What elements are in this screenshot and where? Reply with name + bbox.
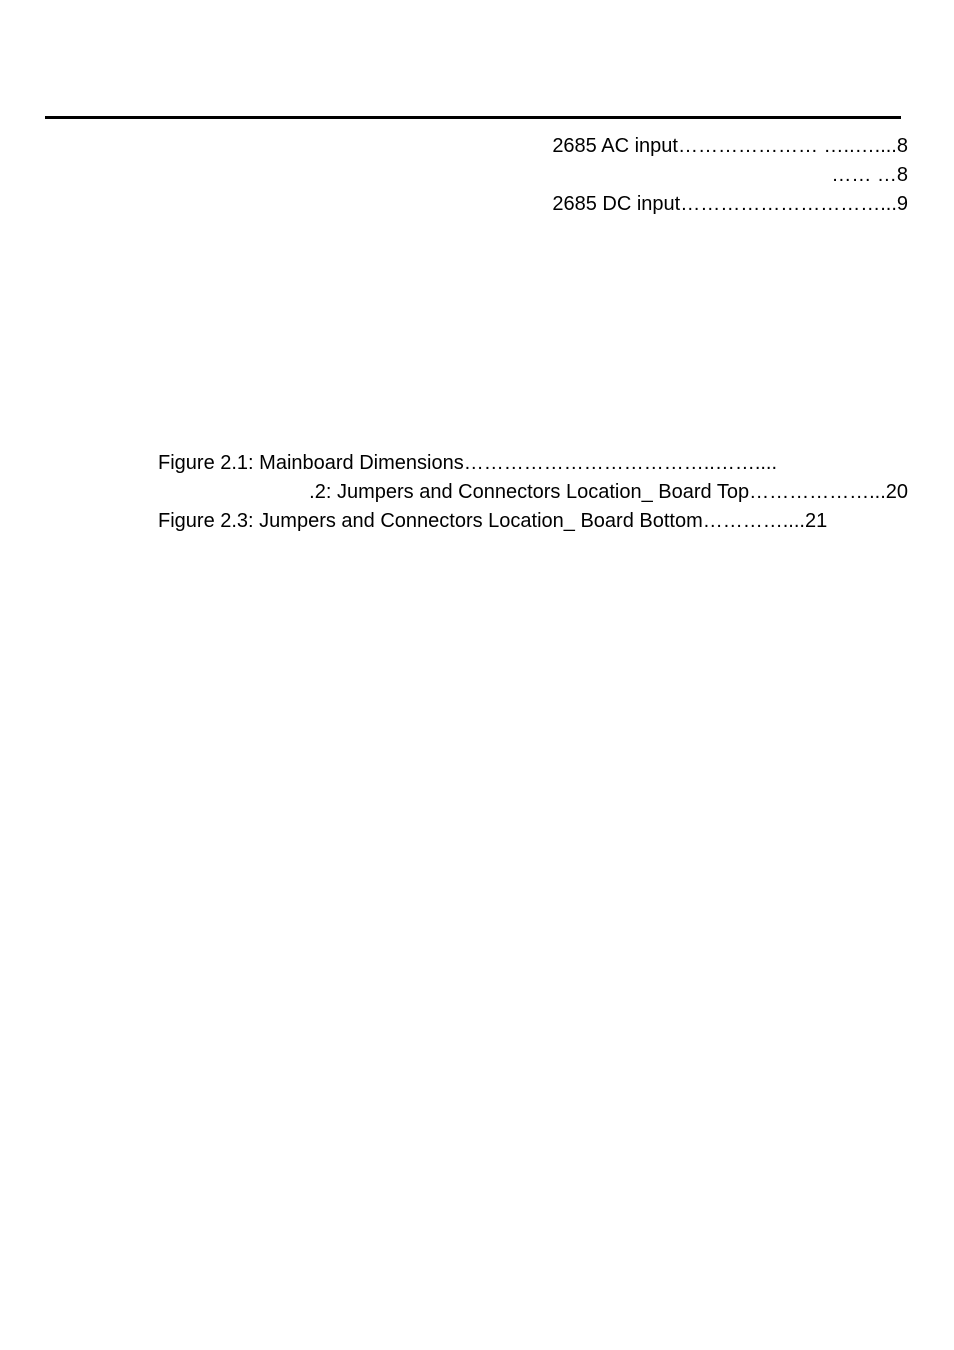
figure-entry-board-bottom: Figure 2.3: Jumpers and Connectors Location_ Board Bottom…………....21 bbox=[158, 510, 828, 532]
toc-entry-fragment: …… …8 bbox=[831, 164, 908, 186]
header-rule bbox=[45, 116, 901, 119]
toc-entry-dc-input: 2685 DC input…………………………...9 bbox=[552, 193, 908, 215]
figure-entry-mainboard-dimensions: Figure 2.1: Mainboard Dimensions………………………………..…….... bbox=[158, 452, 778, 474]
figure-entry-board-top: .2: Jumpers and Connectors Location_ Board Top………………...20 bbox=[309, 481, 908, 503]
toc-entry-ac-input: 2685 AC input………………… …..…....8 bbox=[552, 135, 908, 157]
